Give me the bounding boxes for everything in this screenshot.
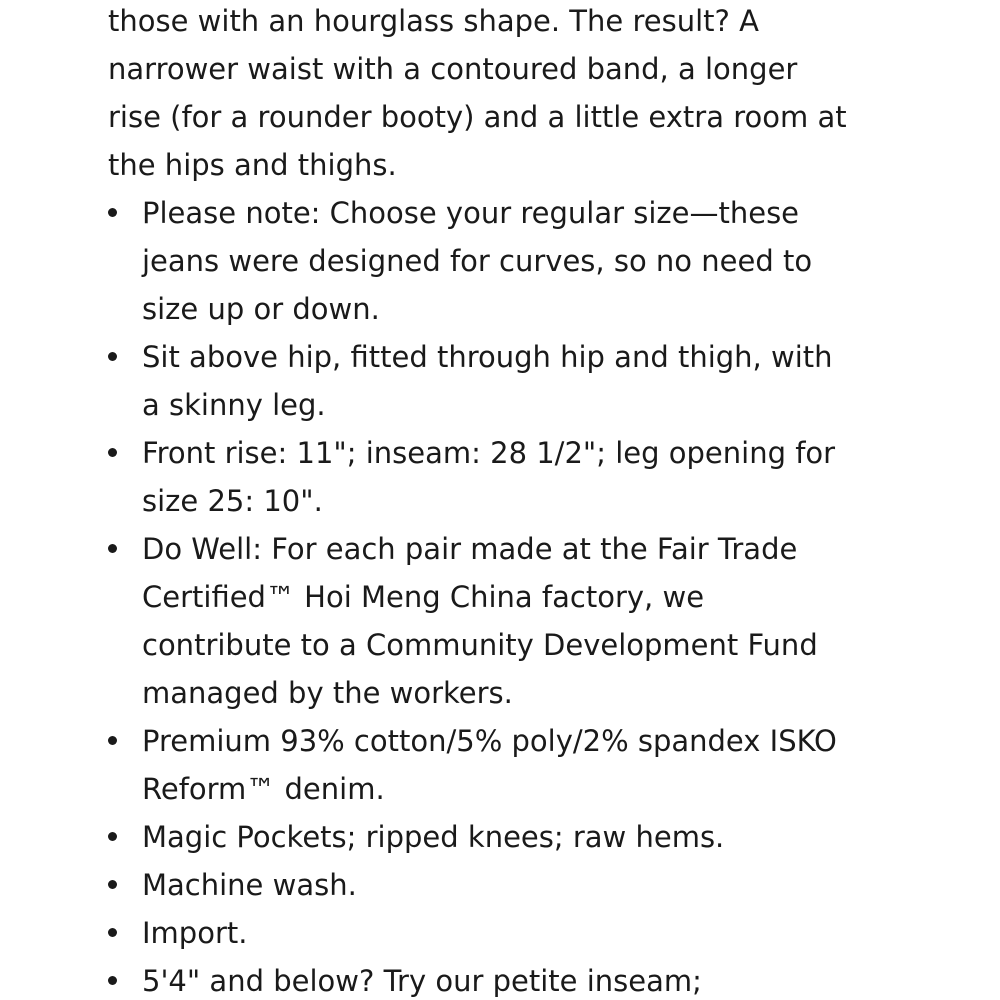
- bullet-icon: [108, 928, 117, 937]
- list-item-text: Machine wash.: [142, 868, 357, 902]
- list-item: [108, 717, 848, 813]
- bullet-icon: [108, 208, 117, 217]
- list-item: [108, 333, 848, 429]
- product-description: [108, 0, 848, 1000]
- bullet-icon: [108, 976, 117, 985]
- list-item: [108, 957, 848, 1000]
- list-item: [108, 813, 848, 861]
- list-item-text: Do Well: For each pair made at the Fair Trade Certified™ Hoi Meng China factory, we contribute to a Community Development Fund managed by the workers.: [142, 532, 818, 710]
- list-item-text: Please note: Choose your regular size—these jeans were designed for curves, so no need to size up or down.: [142, 196, 813, 326]
- list-item-text: Front rise: 11"; inseam: 28 1/2"; leg opening for size 25: 10".: [142, 436, 836, 518]
- product-details-list: [108, 189, 848, 1000]
- bullet-icon: [108, 880, 117, 889]
- bullet-icon: [108, 352, 117, 361]
- bullet-icon: [108, 544, 117, 553]
- bullet-icon: [108, 448, 117, 457]
- description-intro: those with an hourglass shape. The result? A narrower waist with a contoured band, a longer rise (for a rounder booty) and a little extra room at the hips and thighs.: [108, 4, 847, 182]
- bullet-icon: [108, 832, 117, 841]
- list-item-text: 5'4" and below? Try our petite inseam;: [142, 964, 702, 998]
- list-item-text: Sit above hip, fitted through hip and thigh, with a skinny leg.: [142, 340, 833, 422]
- list-item-text: Premium 93% cotton/5% poly/2% spandex ISKO Reform™ denim.: [142, 724, 837, 806]
- list-item: [108, 861, 848, 909]
- list-item-text: Import.: [142, 916, 248, 950]
- list-item: [108, 525, 848, 717]
- list-item-text: Magic Pockets; ripped knees; raw hems.: [142, 820, 725, 854]
- bullet-icon: [108, 736, 117, 745]
- list-item: [108, 189, 848, 333]
- list-item: [108, 909, 848, 957]
- list-item: [108, 429, 848, 525]
